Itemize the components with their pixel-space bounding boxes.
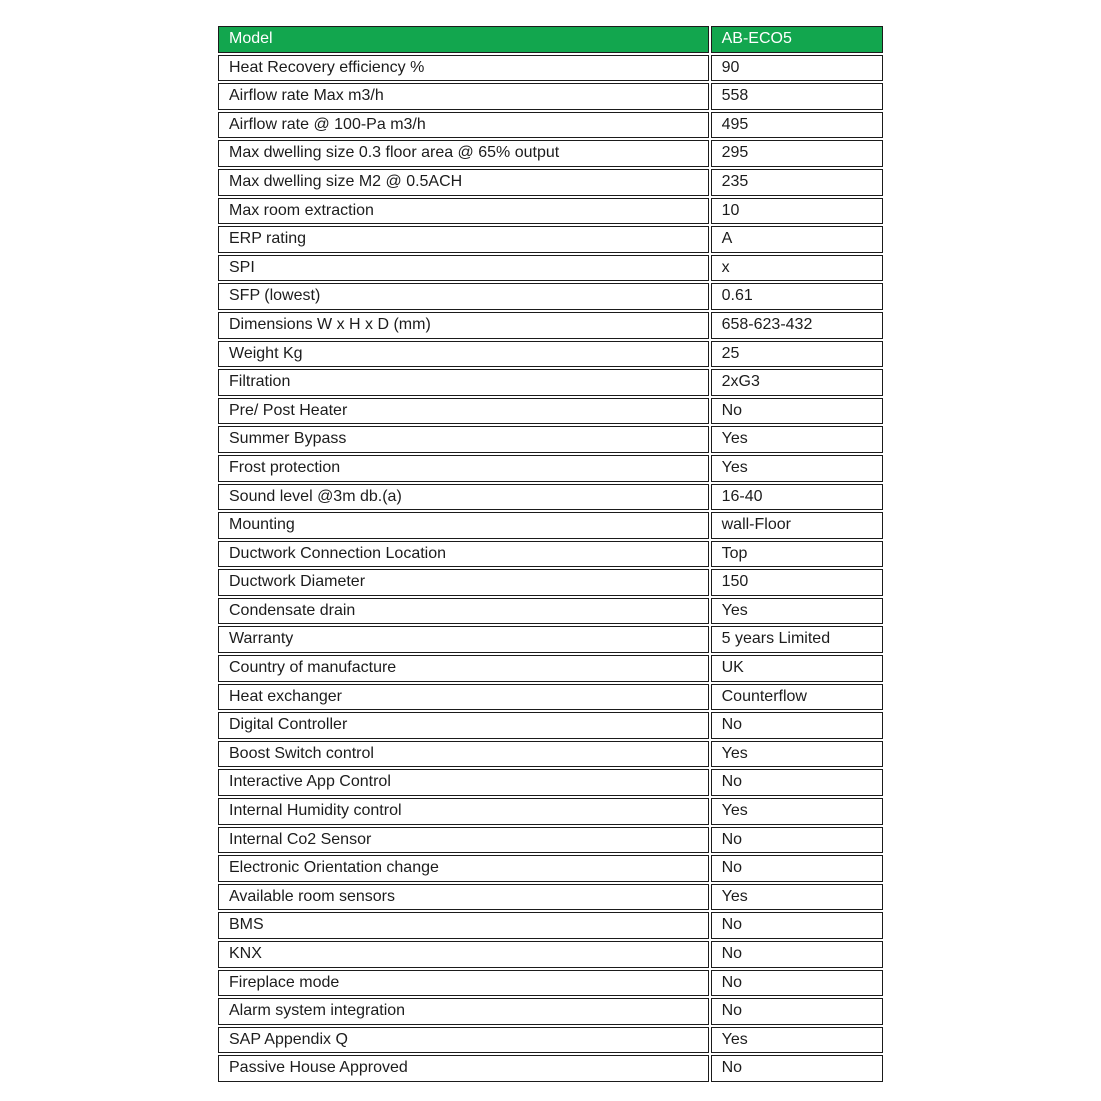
spec-value-cell: x [711, 255, 883, 282]
spec-label-cell: Heat Recovery efficiency % [218, 55, 709, 82]
spec-label-cell: Max room extraction [218, 198, 709, 225]
spec-value-cell: 2xG3 [711, 369, 883, 396]
spec-value-cell: No [711, 1055, 883, 1082]
spec-label-cell: SPI [218, 255, 709, 282]
spec-table-body [218, 55, 883, 1082]
table-row [218, 112, 883, 139]
spec-value-cell: Top [711, 541, 883, 568]
spec-label-cell: Weight Kg [218, 341, 709, 368]
spec-value-cell: 5 years Limited [711, 626, 883, 653]
spec-label-cell: BMS [218, 912, 709, 939]
spec-label-cell: Filtration [218, 369, 709, 396]
spec-value-cell: 25 [711, 341, 883, 368]
table-row [218, 140, 883, 167]
spec-label-cell: Fireplace mode [218, 970, 709, 997]
table-row [218, 569, 883, 596]
table-row [218, 283, 883, 310]
spec-label-cell: Internal Co2 Sensor [218, 827, 709, 854]
spec-value-cell: No [711, 998, 883, 1025]
table-row [218, 455, 883, 482]
table-row [218, 598, 883, 625]
spec-value-cell: 10 [711, 198, 883, 225]
spec-value-cell: No [711, 912, 883, 939]
spec-label-cell: ERP rating [218, 226, 709, 253]
spec-label-cell: KNX [218, 941, 709, 968]
table-row [218, 369, 883, 396]
table-row [218, 484, 883, 511]
spec-label-cell: Max dwelling size M2 @ 0.5ACH [218, 169, 709, 196]
header-model-value-cell: AB-ECO5 [711, 26, 883, 53]
spec-value-cell: No [711, 827, 883, 854]
table-row [218, 255, 883, 282]
spec-label-cell: SAP Appendix Q [218, 1027, 709, 1054]
table-row [218, 684, 883, 711]
spec-value-cell: Yes [711, 455, 883, 482]
header-row [218, 26, 883, 53]
table-row [218, 83, 883, 110]
table-row [218, 341, 883, 368]
spec-value-cell: Counterflow [711, 684, 883, 711]
table-row [218, 398, 883, 425]
table-row [218, 712, 883, 739]
spec-label-cell: Interactive App Control [218, 769, 709, 796]
spec-value-cell: 495 [711, 112, 883, 139]
table-row [218, 970, 883, 997]
spec-value-cell: A [711, 226, 883, 253]
spec-label-cell: Ductwork Diameter [218, 569, 709, 596]
spec-value-cell: No [711, 712, 883, 739]
spec-value-cell: Yes [711, 741, 883, 768]
table-row [218, 741, 883, 768]
spec-value-cell: No [711, 398, 883, 425]
spec-value-cell: Yes [711, 1027, 883, 1054]
table-row [218, 1055, 883, 1082]
table-row [218, 512, 883, 539]
spec-value-cell: Yes [711, 598, 883, 625]
spec-label-cell: Ductwork Connection Location [218, 541, 709, 568]
table-row [218, 226, 883, 253]
spec-value-cell: 658-623-432 [711, 312, 883, 339]
spec-value-cell: Yes [711, 884, 883, 911]
spec-value-cell: 16-40 [711, 484, 883, 511]
table-row [218, 941, 883, 968]
table-row [218, 1027, 883, 1054]
table-row [218, 798, 883, 825]
spec-label-cell: Passive House Approved [218, 1055, 709, 1082]
spec-label-cell: Internal Humidity control [218, 798, 709, 825]
spec-value-cell: No [711, 769, 883, 796]
spec-value-cell: 558 [711, 83, 883, 110]
table-row [218, 55, 883, 82]
table-row [218, 884, 883, 911]
table-row [218, 312, 883, 339]
spec-label-cell: Airflow rate Max m3/h [218, 83, 709, 110]
spec-label-cell: Heat exchanger [218, 684, 709, 711]
spec-label-cell: Boost Switch control [218, 741, 709, 768]
spec-label-cell: Available room sensors [218, 884, 709, 911]
table-row [218, 426, 883, 453]
spec-value-cell: No [711, 970, 883, 997]
spec-label-cell: Digital Controller [218, 712, 709, 739]
spec-value-cell: Yes [711, 798, 883, 825]
spec-label-cell: Max dwelling size 0.3 floor area @ 65% output [218, 140, 709, 167]
spec-value-cell: 235 [711, 169, 883, 196]
header-model-cell: Model [218, 26, 709, 53]
spec-label-cell: Airflow rate @ 100-Pa m3/h [218, 112, 709, 139]
table-row [218, 198, 883, 225]
spec-value-cell: No [711, 941, 883, 968]
table-row [218, 169, 883, 196]
spec-value-cell: 150 [711, 569, 883, 596]
table-row [218, 541, 883, 568]
table-row [218, 998, 883, 1025]
spec-label-cell: Country of manufacture [218, 655, 709, 682]
spec-label-cell: Condensate drain [218, 598, 709, 625]
table-row [218, 626, 883, 653]
table-row [218, 827, 883, 854]
spec-label-cell: Alarm system integration [218, 998, 709, 1025]
spec-label-cell: Frost protection [218, 455, 709, 482]
spec-value-cell: 90 [711, 55, 883, 82]
spec-value-cell: 0.61 [711, 283, 883, 310]
spec-label-cell: SFP (lowest) [218, 283, 709, 310]
spec-sheet-page [216, 24, 885, 1084]
spec-label-cell: Sound level @3m db.(a) [218, 484, 709, 511]
spec-label-cell: Pre/ Post Heater [218, 398, 709, 425]
spec-value-cell: wall-Floor [711, 512, 883, 539]
spec-value-cell: 295 [711, 140, 883, 167]
spec-label-cell: Warranty [218, 626, 709, 653]
spec-label-cell: Electronic Orientation change [218, 855, 709, 882]
table-row [218, 655, 883, 682]
spec-label-cell: Summer Bypass [218, 426, 709, 453]
spec-value-cell: UK [711, 655, 883, 682]
spec-label-cell: Dimensions W x H x D (mm) [218, 312, 709, 339]
table-row [218, 912, 883, 939]
spec-value-cell: Yes [711, 426, 883, 453]
spec-table [216, 24, 885, 1084]
spec-label-cell: Mounting [218, 512, 709, 539]
table-row [218, 855, 883, 882]
table-row [218, 769, 883, 796]
spec-value-cell: No [711, 855, 883, 882]
